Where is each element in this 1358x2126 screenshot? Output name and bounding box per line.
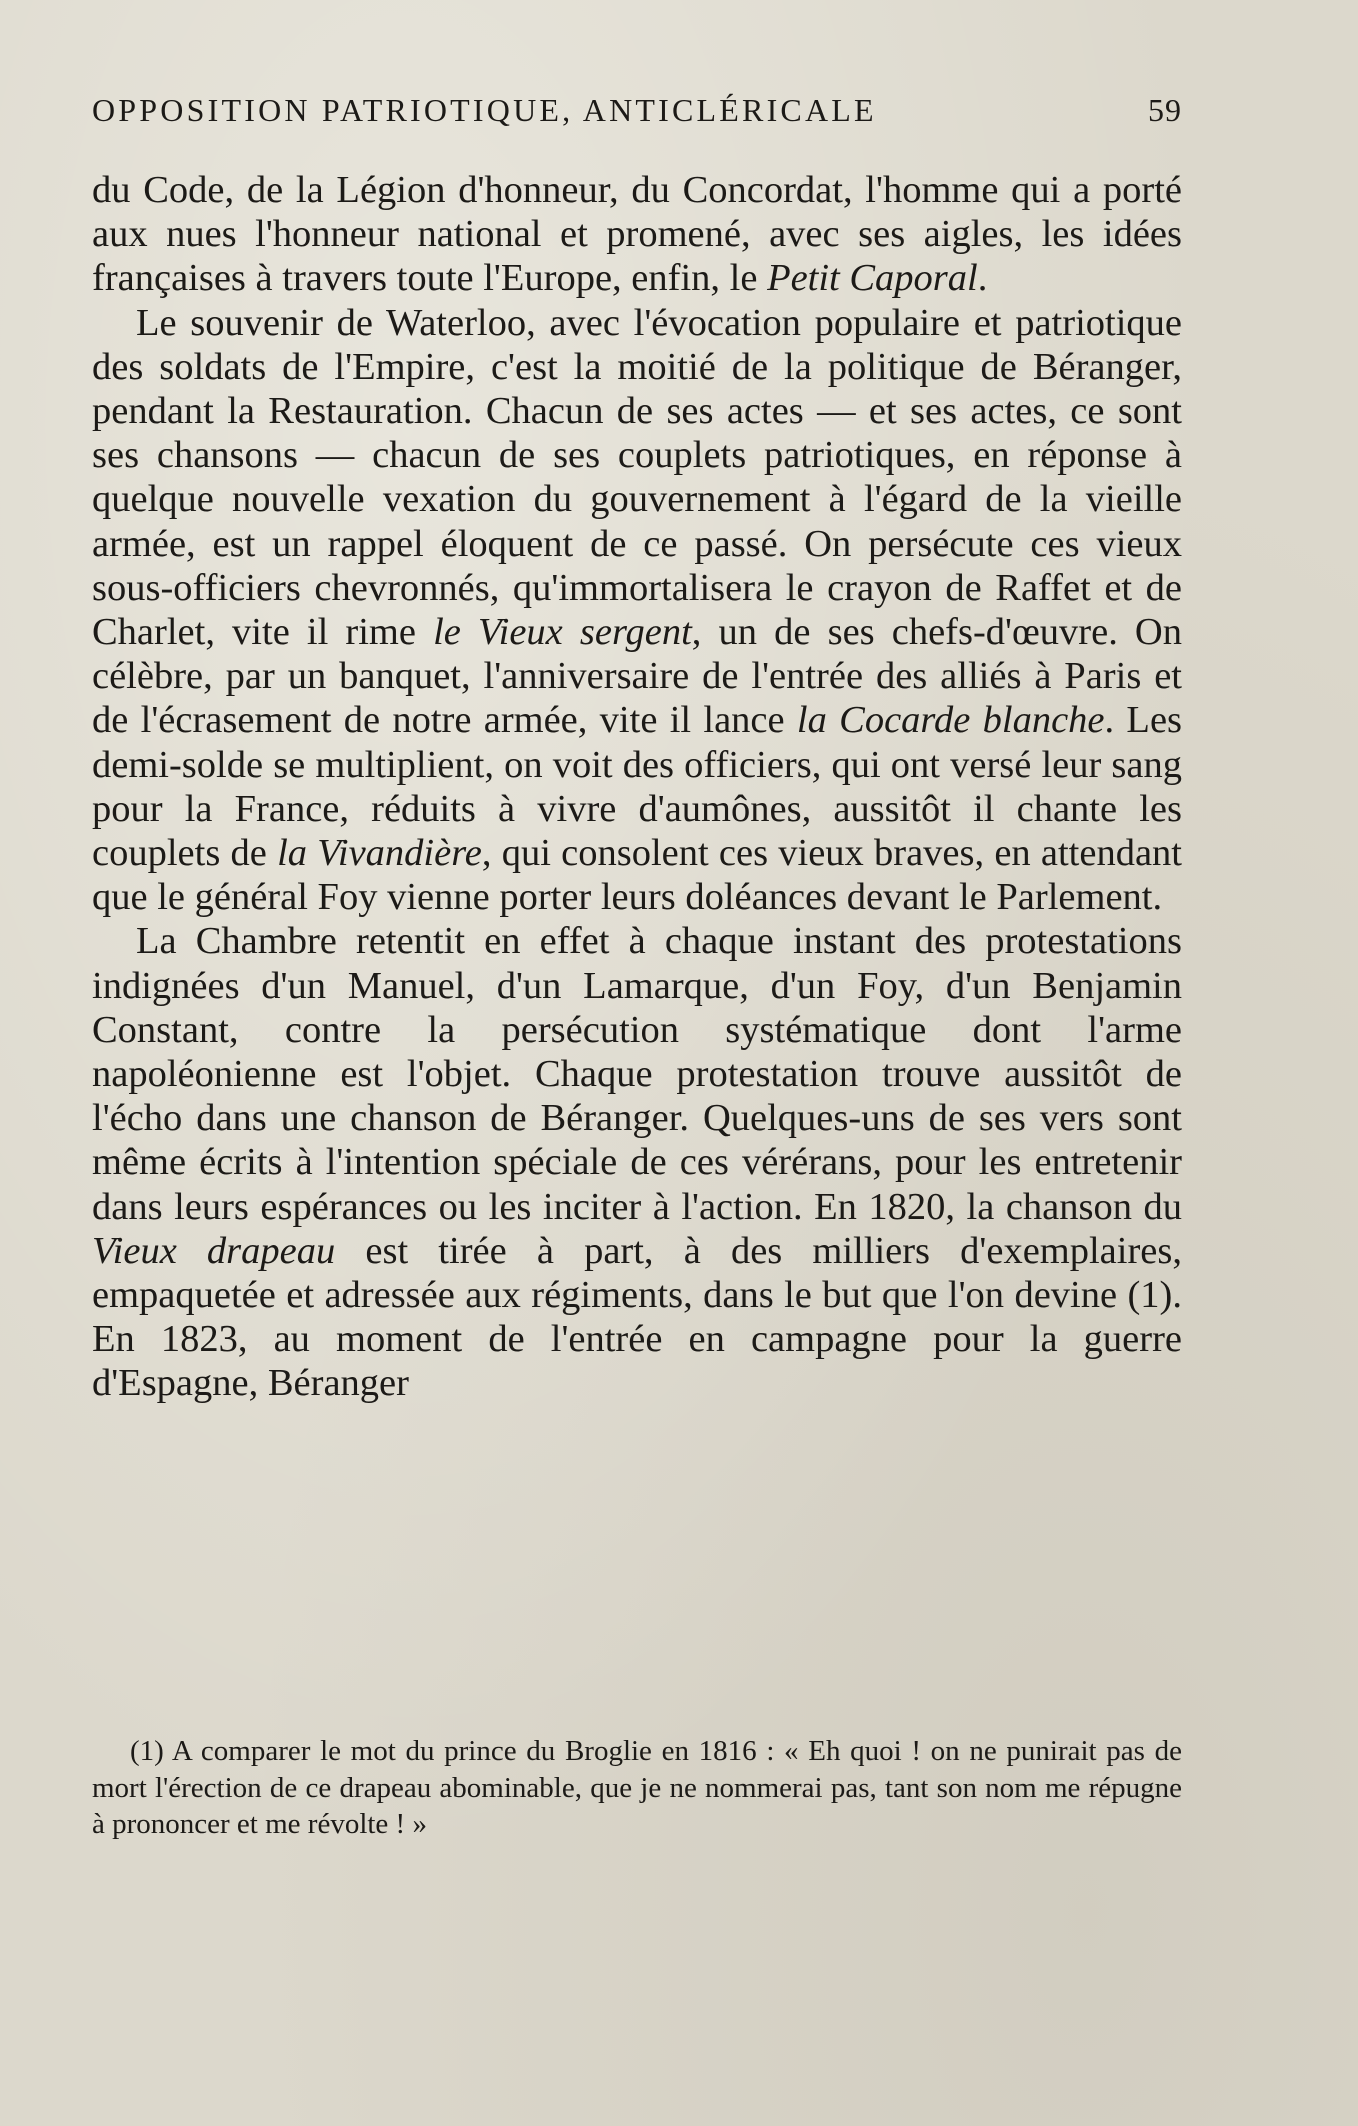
page-number: 59 xyxy=(1148,92,1182,128)
paragraph-2-text-2: , un de ses chefs-d'œuvre. On célèbre, par un banquet, l'anniversaire de l'entrée des alliés à Paris et de l'écrasement de notre armée, vite il lance xyxy=(92,611,1182,742)
paragraph-3-text-2: est tirée à part, à des milliers d'exemplaires, empaquetée et adressée aux régiments, dans le but que l'on devine (1). En 1823, au moment de l'entrée en campagne pour la guerre d'Espagne, Béranger xyxy=(92,1229,1182,1405)
paragraph-3 xyxy=(92,919,1182,1405)
paragraph-3-text-1: La Chambre retentit en effet à chaque instant des protestations indignées d'un Manuel, d'un Lamarque, d'un Foy, d'un Benjamin Constant, contre la persécution systématique dont l'arme napoléonienne est l'objet. Chaque protestation trouve aussitôt de l'écho dans une chanson de Béranger. Quelques-uns de ses vers sont même écrits à l'intention spéciale de ces vérérans, pour les entretenir dans leurs espérances ou les inciter à l'action. En 1820, la chanson du xyxy=(92,920,1182,1228)
paragraph-2-text-1: Le souvenir de Waterloo, avec l'évocation populaire et patriotique des soldats de l'Empire, c'est la moitié de la politique de Béranger, pendant la Restauration. Chacun de ses actes — et ses actes, ce sont ses chansons — chacun de ses couplets patriotiques, en réponse à quelque nouvelle vexation du gouvernement à l'égard de la vieille armée, est un rappel éloquent de ce passé. On persécute ces vieux sous-officiers chevronnés, qu'immortalisera le crayon de Raffet et de Charlet, vite il rime xyxy=(92,301,1182,654)
paragraph-2-text-3: . Les demi-solde se multiplient, on voit des officiers, qui ont versé leur sang pour la France, réduits à vivre d'aumônes, aussitôt il chante les couplets de xyxy=(92,699,1183,875)
paragraph-1 xyxy=(92,168,1182,301)
page-header xyxy=(92,92,1182,142)
body-text xyxy=(92,168,1182,1406)
paragraph-2-italic-title-2: la Cocarde blanche xyxy=(796,699,1105,742)
footnote-text: (1) A comparer le mot du prince du Broglie en 1816 : « Eh quoi ! on ne punirait pas de mort l'érection de ce drapeau abominable, que je ne nommerai pas, tant son nom me répugne à prononcer et me révolte ! » xyxy=(92,1735,1182,1840)
paragraph-2-italic-title-1: le Vieux sergent xyxy=(433,611,692,654)
paragraph-1-text-1: du Code, de la Légion d'honneur, du Concordat, l'homme qui a porté aux nues l'honneur national et promené, avec ses aigles, les idées françaises à travers toute l'Europe, enfin, le xyxy=(92,169,1182,300)
paragraph-2 xyxy=(92,301,1182,920)
paragraph-2-italic-title-3: la Vivandière xyxy=(277,832,482,875)
running-title: OPPOSITION PATRIOTIQUE, ANTICLÉRICALE xyxy=(92,92,877,128)
paragraph-1-text-2: . xyxy=(977,257,988,300)
paragraph-3-italic-title: Vieux drapeau xyxy=(92,1229,336,1272)
paragraph-2-text-4: , qui consolent ces vieux braves, en attendant que le général Foy vienne porter leurs doléances devant le Parlement. xyxy=(92,832,1182,919)
footnote xyxy=(92,1733,1182,1843)
paragraph-1-italic-title: Petit Caporal xyxy=(767,257,978,300)
